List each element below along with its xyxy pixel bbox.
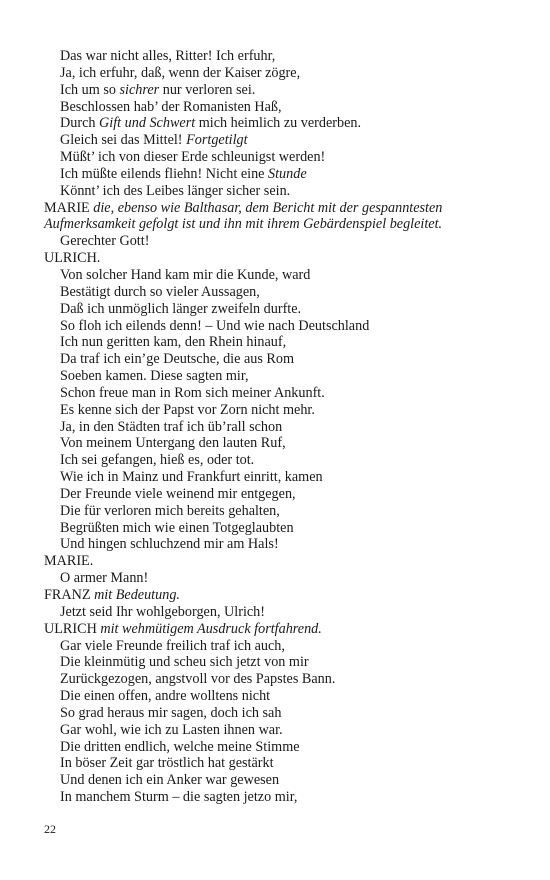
- verse-line: [44, 301, 514, 318]
- italic-text: mit wehmütigem Ausdruck fortfahrend.: [100, 620, 322, 637]
- text-segment: Von solcher Hand kam mir die Kunde, ward: [60, 266, 311, 283]
- verse-line: [44, 705, 514, 722]
- verse-line: [44, 166, 514, 183]
- verse-line: [44, 604, 514, 621]
- text-segment: Von meinem Untergang den lauten Ruf,: [60, 435, 286, 452]
- verse-line: [44, 402, 514, 419]
- page-number: 22: [44, 822, 56, 836]
- verse-line: [44, 739, 514, 756]
- text-segment: Bestätigt durch so vieler Aussagen,: [60, 283, 260, 300]
- verse-line: [44, 334, 514, 351]
- text-segment: Ja, in den Städten traf ich üb’rall schon: [60, 418, 283, 435]
- text-segment: Daß ich unmöglich länger zweifeln durfte.: [60, 300, 302, 317]
- verse-line: [44, 99, 514, 116]
- text-segment: Der Freunde viele weinend mir entgegen,: [60, 485, 296, 502]
- italic-text: Fortgetilgt: [186, 132, 248, 149]
- verse-line: [44, 183, 514, 200]
- text-segment: Es kenne sich der Papst vor Zorn nicht mehr.: [60, 401, 315, 418]
- verse-line: [44, 772, 514, 789]
- verse-line: [44, 570, 514, 587]
- text-segment: Gleich sei das Mittel!: [60, 132, 187, 149]
- verse-line: [44, 486, 514, 503]
- text-segment: Das war nicht alles, Ritter! Ich erfuhr,: [60, 48, 276, 64]
- verse-line: [44, 132, 514, 149]
- stage-direction-line: [44, 216, 514, 233]
- text-segment: Zurückgezogen, angstvoll vor des Papstes Bann.: [60, 671, 336, 688]
- text-segment: Gar viele Freunde freilich traf ich auch,: [60, 637, 285, 654]
- text-segment: Begrüßten mich wie einen Totgeglaubten: [60, 519, 294, 536]
- text-segment: nur verloren sei.: [159, 81, 256, 98]
- speaker-line: [44, 587, 514, 604]
- text-segment: Wie ich in Mainz und Frankfurt einritt, kamen: [60, 469, 323, 486]
- verse-line: [44, 722, 514, 739]
- italic-text: Stunde: [268, 165, 307, 182]
- text-segment: Soeben kamen. Diese sagten mir,: [60, 368, 249, 385]
- verse-line: [44, 351, 514, 368]
- verse-line: [44, 65, 514, 82]
- verse-line: [44, 82, 514, 99]
- italic-text: Gift und Schwert: [99, 115, 196, 132]
- verse-line: [44, 520, 514, 537]
- italic-text: Aufmerksamkeit gefolgt ist und ihn mit ihrem Gebärdenspiel begleitet.: [44, 216, 443, 233]
- speaker-line: [44, 553, 514, 570]
- text-segment: Und hingen schluchzend mir am Hals!: [60, 536, 279, 553]
- text-segment: Und denen ich ein Anker war gewesen: [60, 772, 280, 789]
- page-body: [44, 48, 514, 806]
- text-segment: ULRICH: [44, 620, 101, 637]
- verse-line: [44, 115, 514, 132]
- text-segment: mich heimlich zu verderben.: [195, 115, 362, 132]
- text-segment: So floh ich eilends denn! – Und wie nach Deutschland: [60, 317, 370, 334]
- verse-line: [44, 435, 514, 452]
- verse-line: [44, 419, 514, 436]
- text-segment: MARIE.: [44, 553, 94, 570]
- verse-line: [44, 688, 514, 705]
- verse-line: [44, 638, 514, 655]
- text-segment: Jetzt seid Ihr wohlgeborgen, Ulrich!: [60, 603, 266, 620]
- text-segment: Ich sei gefangen, hieß es, oder tot.: [60, 452, 255, 469]
- text-segment: O armer Mann!: [60, 570, 149, 587]
- text-segment: Durch: [60, 115, 100, 132]
- text-segment: Ich müßte eilends fliehn! Nicht eine: [60, 165, 269, 182]
- text-segment: Gar wohl, wie ich zu Lasten ihnen war.: [60, 721, 283, 738]
- italic-text: die, ebenso wie Balthasar, dem Bericht mit der gespanntesten: [93, 199, 443, 216]
- text-segment: Die für verloren mich bereits gehalten,: [60, 502, 280, 519]
- verse-line: [44, 654, 514, 671]
- text-segment: Ich um so: [60, 81, 120, 98]
- text-segment: Ja, ich erfuhr, daß, wenn der Kaiser zögre,: [60, 64, 301, 81]
- text-segment: ULRICH.: [44, 250, 101, 267]
- verse-line: [44, 755, 514, 772]
- verse-line: [44, 368, 514, 385]
- speaker-line: [44, 200, 514, 217]
- verse-line: [44, 284, 514, 301]
- text-segment: In manchem Sturm – die sagten jetzo mir,: [60, 789, 298, 806]
- verse-line: [44, 536, 514, 553]
- text-segment: Ich nun geritten kam, den Rhein hinauf,: [60, 334, 287, 351]
- text-segment: Müßt’ ich von dieser Erde schleunigst werden!: [60, 149, 326, 166]
- speaker-line: [44, 621, 514, 638]
- speaker-line: [44, 250, 514, 267]
- italic-text: sichrer: [119, 81, 160, 98]
- verse-line: [44, 671, 514, 688]
- verse-line: [44, 149, 514, 166]
- text-segment: Da traf ich ein’ge Deutsche, die aus Rom: [60, 351, 295, 368]
- verse-line: [44, 469, 514, 486]
- verse-line: [44, 233, 514, 250]
- text-segment: Die einen offen, andre wolltens nicht: [60, 688, 271, 705]
- text-segment: MARIE: [44, 199, 94, 216]
- text-segment: Könnt’ ich des Leibes länger sicher sein.: [60, 182, 291, 199]
- text-segment: Schon freue man in Rom sich meiner Ankunft.: [60, 384, 325, 401]
- verse-line: [44, 318, 514, 335]
- verse-line: [44, 452, 514, 469]
- verse-line: [44, 503, 514, 520]
- italic-text: mit Bedeutung.: [94, 587, 180, 603]
- text-segment: So grad heraus mir sagen, doch ich sah: [60, 704, 282, 721]
- verse-line: [44, 385, 514, 402]
- verse-line: [44, 789, 514, 806]
- text-segment: Gerechter Gott!: [60, 233, 150, 250]
- text-segment: Die kleinmütig und scheu sich jetzt von mir: [60, 654, 309, 671]
- text-segment: FRANZ: [44, 587, 95, 603]
- verse-line: [44, 267, 514, 284]
- text-segment: Beschlossen hab’ der Romanisten Haß,: [60, 98, 282, 115]
- text-segment: Die dritten endlich, welche meine Stimme: [60, 738, 300, 755]
- text-segment: In böser Zeit gar tröstlich hat gestärkt: [60, 755, 274, 772]
- verse-line: [44, 48, 514, 65]
